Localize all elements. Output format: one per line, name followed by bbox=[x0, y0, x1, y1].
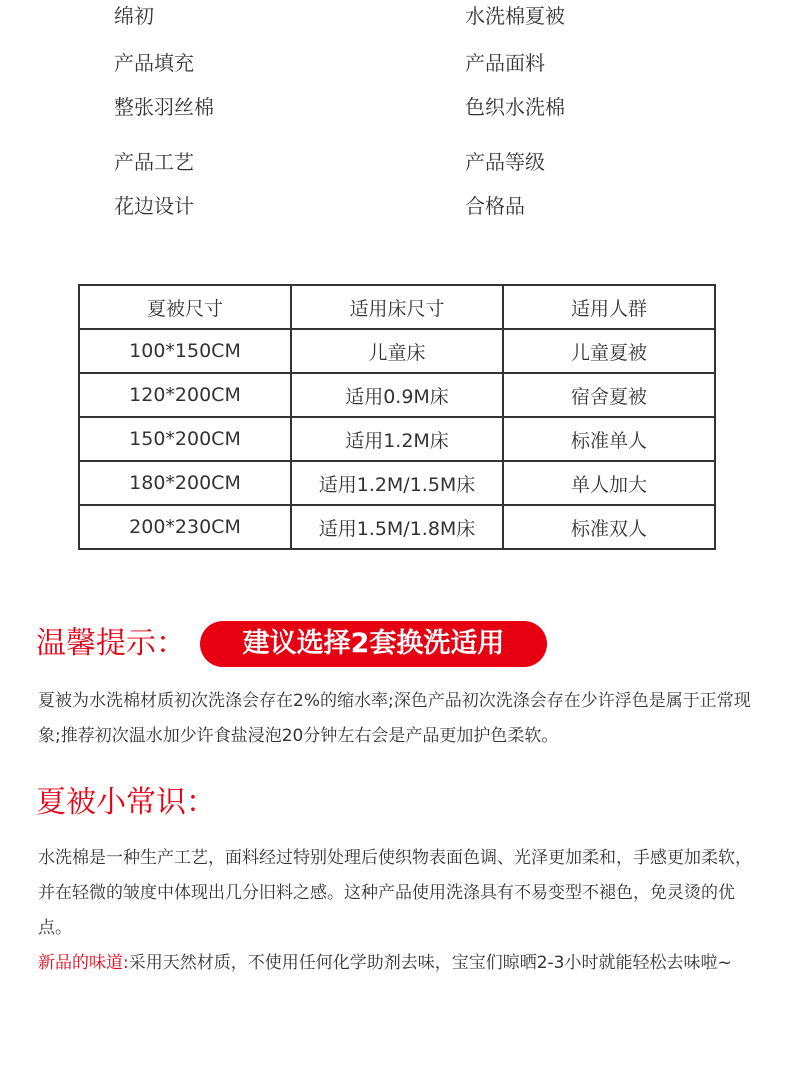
table-header-row bbox=[79, 285, 715, 329]
spec-label-craft: 产品工艺 bbox=[114, 150, 194, 174]
table-cell: 180*200CM bbox=[79, 461, 291, 505]
table-row bbox=[79, 505, 715, 549]
table-row bbox=[79, 329, 715, 373]
tip-badge: 建议选择2套换洗适用 bbox=[200, 621, 547, 667]
spec-value-grade: 合格品 bbox=[465, 194, 525, 218]
table-cell: 200*230CM bbox=[79, 505, 291, 549]
table-cell: 宿舍夏被 bbox=[503, 373, 715, 417]
new-smell-text: 采用天然材质，不使用任何化学助剂去味，宝宝们晾晒2-3小时就能轻松去味啦~ bbox=[128, 953, 732, 973]
spec-partial-left: 绵初 bbox=[114, 4, 154, 28]
table-header-cell: 适用人群 bbox=[503, 285, 715, 329]
table-cell: 适用0.9M床 bbox=[291, 373, 503, 417]
size-table bbox=[78, 284, 716, 550]
new-smell-note bbox=[38, 946, 762, 981]
table-header-cell: 适用床尺寸 bbox=[291, 285, 503, 329]
table-cell: 150*200CM bbox=[79, 417, 291, 461]
table-cell: 适用1.2M床 bbox=[291, 417, 503, 461]
new-smell-lead: 新品的味道: bbox=[38, 953, 129, 973]
spec-label-filling: 产品填充 bbox=[114, 51, 194, 75]
table-cell: 儿童夏被 bbox=[503, 329, 715, 373]
table-cell: 适用1.5M/1.8M床 bbox=[291, 505, 503, 549]
table-header-cell: 夏被尺寸 bbox=[79, 285, 291, 329]
tip-paragraph: 夏被为水洗棉材质初次洗涤会存在2%的缩水率;深色产品初次洗涤会存在少许浮色是属于正常现象;推荐初次温水加少许食盐浸泡20分钟左右会是产品更加护色柔软。 bbox=[38, 691, 751, 746]
table-row bbox=[79, 461, 715, 505]
table-cell: 儿童床 bbox=[291, 329, 503, 373]
spec-value-filling: 整张羽丝棉 bbox=[114, 95, 214, 119]
tip-title: 温馨提示： bbox=[36, 626, 186, 661]
table-cell: 适用1.2M/1.5M床 bbox=[291, 461, 503, 505]
spec-label-fabric: 产品面料 bbox=[465, 51, 545, 75]
knowledge-paragraph: 水洗棉是一种生产工艺，面料经过特别处理后使织物表面色调、光泽更加柔和，手感更加柔软，并在轻微的皱度中体现出几分旧料之感。这种产品使用洗涤具有不易变型不褪色，免灵烫的优点。 bbox=[38, 848, 752, 938]
table-row bbox=[79, 373, 715, 417]
table-cell: 单人加大 bbox=[503, 461, 715, 505]
spec-value-fabric: 色织水洗棉 bbox=[465, 95, 565, 119]
table-cell: 100*150CM bbox=[79, 329, 291, 373]
table-cell: 120*200CM bbox=[79, 373, 291, 417]
knowledge-title: 夏被小常识： bbox=[36, 785, 216, 820]
spec-partial-right: 水洗棉夏被 bbox=[465, 4, 565, 28]
table-cell: 标准单人 bbox=[503, 417, 715, 461]
table-cell: 标准双人 bbox=[503, 505, 715, 549]
spec-label-grade: 产品等级 bbox=[465, 150, 545, 174]
table-row bbox=[79, 417, 715, 461]
spec-value-craft: 花边设计 bbox=[114, 194, 194, 218]
